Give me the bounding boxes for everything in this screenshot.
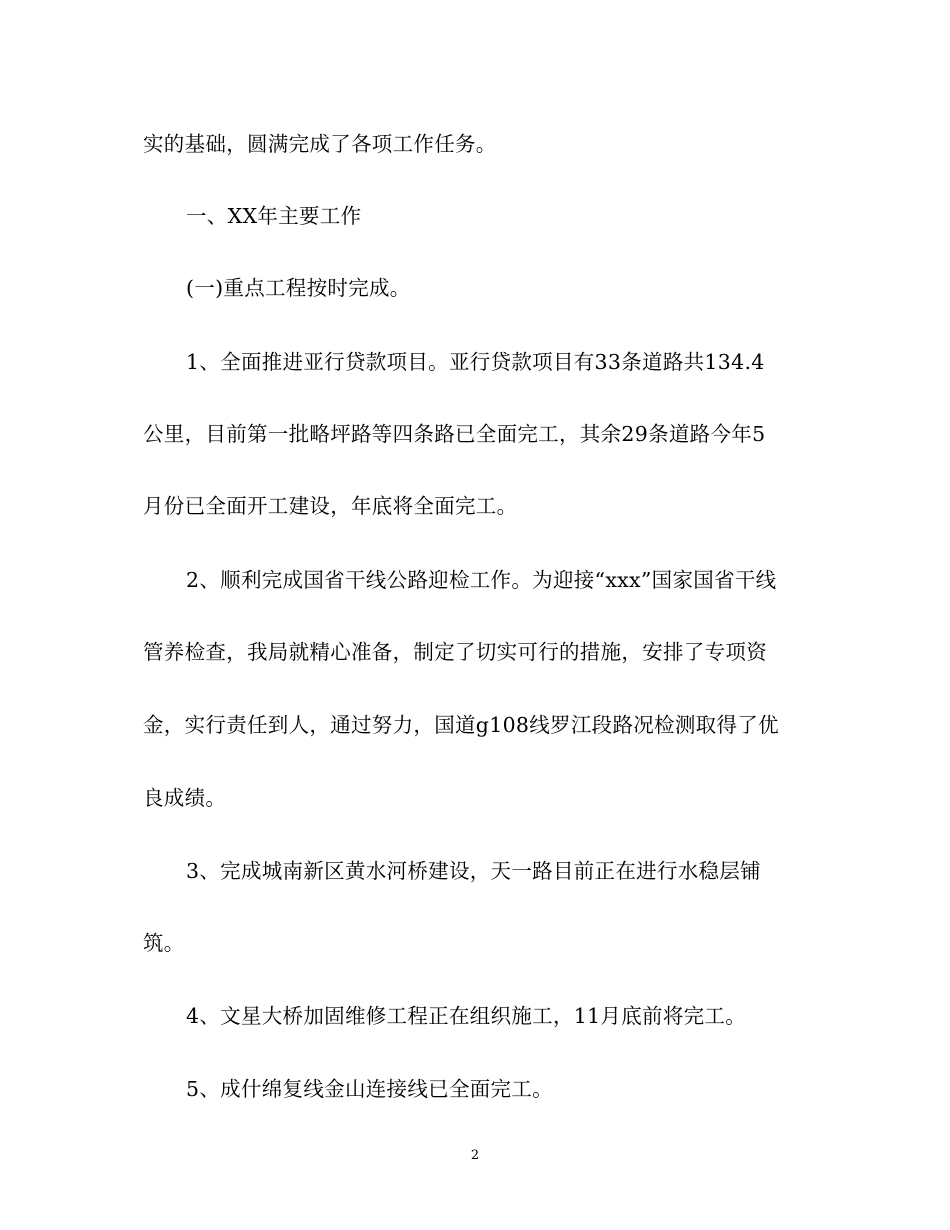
paragraph-line: 公里，目前第一批略坪路等四条路已全面完工，其余29条道路今年5	[143, 422, 766, 446]
paragraph-line: 1、全面推进亚行贷款项目。亚行贷款项目有33条道路共134.4	[186, 350, 765, 374]
paragraph-line: 5、成什绵复线金山连接线已全面完工。	[186, 1077, 553, 1101]
paragraph-line: 金，实行责任到人，通过努力，国道g108线罗江段路况检测取得了优	[143, 713, 779, 737]
paragraph-line: 筑。	[143, 931, 185, 955]
subsection-heading: (一)重点工程按时完成。	[186, 276, 411, 300]
page-number: 2	[470, 1148, 480, 1163]
paragraph-line: 良成绩。	[143, 786, 227, 810]
paragraph-line: 实的基础，圆满完成了各项工作任务。	[143, 132, 497, 156]
paragraph-line: 月份已全面开工建设，年底将全面完工。	[143, 494, 518, 518]
paragraph-line: 2、顺利完成国省干线公路迎检工作。为迎接“xxx”国家国省干线	[186, 568, 777, 592]
paragraph-line: 管养检查，我局就精心准备，制定了切实可行的措施，安排了专项资	[143, 640, 767, 664]
paragraph-line: 4、文星大桥加固维修工程正在组织施工，11月底前将完工。	[186, 1004, 747, 1028]
section-heading: 一、XX年主要工作	[186, 204, 362, 228]
paragraph-line: 3、完成城南新区黄水河桥建设，天一路目前正在进行水稳层铺	[186, 859, 761, 883]
